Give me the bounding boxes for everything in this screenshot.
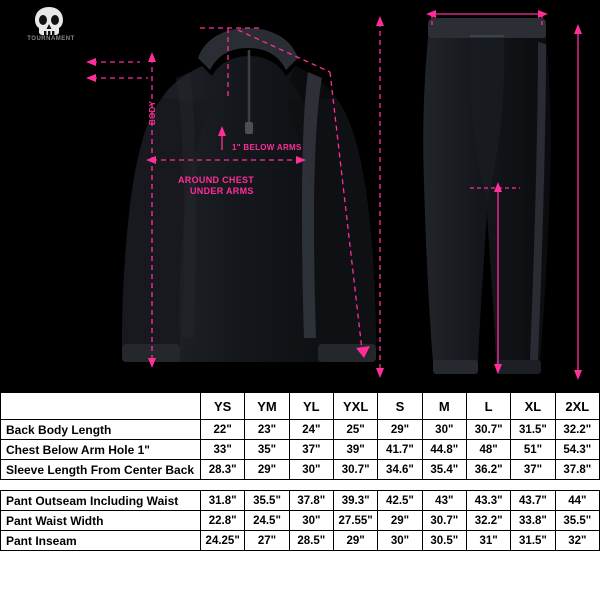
measurement-cell: 29": [245, 460, 289, 480]
table-group-spacer: [1, 480, 600, 491]
table-row: [1, 440, 600, 460]
measurement-cell: 23": [245, 420, 289, 440]
measurement-cell: 32.2": [466, 511, 510, 531]
measurement-cell: 33.8": [511, 511, 555, 531]
spacer-cell: [289, 480, 333, 491]
measurement-cell: 22": [201, 420, 245, 440]
table-row: [1, 460, 600, 480]
table-corner-cell: [1, 393, 201, 420]
measurement-cell: 28.3": [201, 460, 245, 480]
measurement-cell: 24.5": [245, 511, 289, 531]
measurement-cell: 29": [378, 511, 422, 531]
spacer-cell: [511, 480, 555, 491]
label-body: BODY: [148, 100, 157, 125]
size-header-yxl: YXL: [333, 393, 377, 420]
measurement-cell: 33": [201, 440, 245, 460]
measurement-cell: 30": [289, 511, 333, 531]
measurement-cell: 35.5": [245, 491, 289, 511]
measurement-cell: 31.5": [511, 420, 555, 440]
measurement-cell: 30": [378, 531, 422, 551]
size-header-ys: YS: [201, 393, 245, 420]
measurement-cell: 30.5": [422, 531, 466, 551]
measurement-cell: 43.3": [466, 491, 510, 511]
size-chart-table-container: [0, 392, 600, 600]
table-header-row: [1, 393, 600, 420]
measurement-cell: 43.7": [511, 491, 555, 511]
label-below-arms: 1" BELOW ARMS: [232, 143, 302, 152]
measurement-cell: 44.8": [422, 440, 466, 460]
measurement-cell: 35": [245, 440, 289, 460]
measurement-cell: 36.2": [466, 460, 510, 480]
measurement-cell: 30.7": [333, 460, 377, 480]
size-header-s: S: [378, 393, 422, 420]
size-header-l: L: [466, 393, 510, 420]
size-header-ym: YM: [245, 393, 289, 420]
measurement-cell: 27.55": [333, 511, 377, 531]
measurement-cell: 29": [333, 531, 377, 551]
size-header-xl: XL: [511, 393, 555, 420]
size-header-yl: YL: [289, 393, 333, 420]
measurement-cell: 37": [289, 440, 333, 460]
measurement-cell: 35.5": [555, 511, 599, 531]
measurement-cell: 30.7": [466, 420, 510, 440]
brand-name: TOURNAMENT: [27, 36, 75, 42]
measurement-cell: 32": [555, 531, 599, 551]
measurement-cell: 39.3": [333, 491, 377, 511]
spacer-cell: [333, 480, 377, 491]
measurement-cell: 25": [333, 420, 377, 440]
measurement-cell: 27": [245, 531, 289, 551]
measurement-cell: 31.8": [201, 491, 245, 511]
measurement-cell: 39": [333, 440, 377, 460]
spacer-cell: [201, 480, 245, 491]
measurement-cell: 30": [422, 420, 466, 440]
table-row: [1, 511, 600, 531]
row-label: Pant Outseam Including Waist: [1, 491, 201, 511]
spacer-cell: [422, 480, 466, 491]
measurement-cell: 37.8": [289, 491, 333, 511]
table-row: [1, 420, 600, 440]
table-row: [1, 491, 600, 511]
spacer-cell: [466, 480, 510, 491]
measurement-cell: 32.2": [555, 420, 599, 440]
measurement-cell: 31": [466, 531, 510, 551]
measurement-cell: 24.25": [201, 531, 245, 551]
measurement-cell: 30": [289, 460, 333, 480]
measurement-cell: 44": [555, 491, 599, 511]
size-header-m: M: [422, 393, 466, 420]
measurement-cell: 29": [378, 420, 422, 440]
table-row: [1, 531, 600, 551]
row-label: Pant Inseam: [1, 531, 201, 551]
measurement-cell: 54.3": [555, 440, 599, 460]
measurement-cell: 43": [422, 491, 466, 511]
label-under-arms: UNDER ARMS: [190, 186, 254, 196]
row-label: Back Body Length: [1, 420, 201, 440]
measurement-cell: 31.5": [511, 531, 555, 551]
spacer-cell: [1, 480, 201, 491]
measurement-cell: 37.8": [555, 460, 599, 480]
measurement-cell: 28.5": [289, 531, 333, 551]
measurement-cell: 35.4": [422, 460, 466, 480]
measurement-cell: 24": [289, 420, 333, 440]
spacer-cell: [378, 480, 422, 491]
size-chart-table: [0, 392, 600, 551]
row-label: Chest Below Arm Hole 1": [1, 440, 201, 460]
measurement-cell: 51": [511, 440, 555, 460]
measurement-cell: 42.5": [378, 491, 422, 511]
size-header-2xl: 2XL: [555, 393, 599, 420]
measurement-cell: 37": [511, 460, 555, 480]
row-label: Pant Waist Width: [1, 511, 201, 531]
spacer-cell: [555, 480, 599, 491]
measurement-cell: 30.7": [422, 511, 466, 531]
spacer-cell: [245, 480, 289, 491]
measurement-cell: 22.8": [201, 511, 245, 531]
measurement-cell: 48": [466, 440, 510, 460]
label-around-chest: AROUND CHEST: [178, 175, 255, 185]
measurement-cell: 34.6": [378, 460, 422, 480]
row-label: Sleeve Length From Center Back: [1, 460, 201, 480]
measurement-cell: 41.7": [378, 440, 422, 460]
